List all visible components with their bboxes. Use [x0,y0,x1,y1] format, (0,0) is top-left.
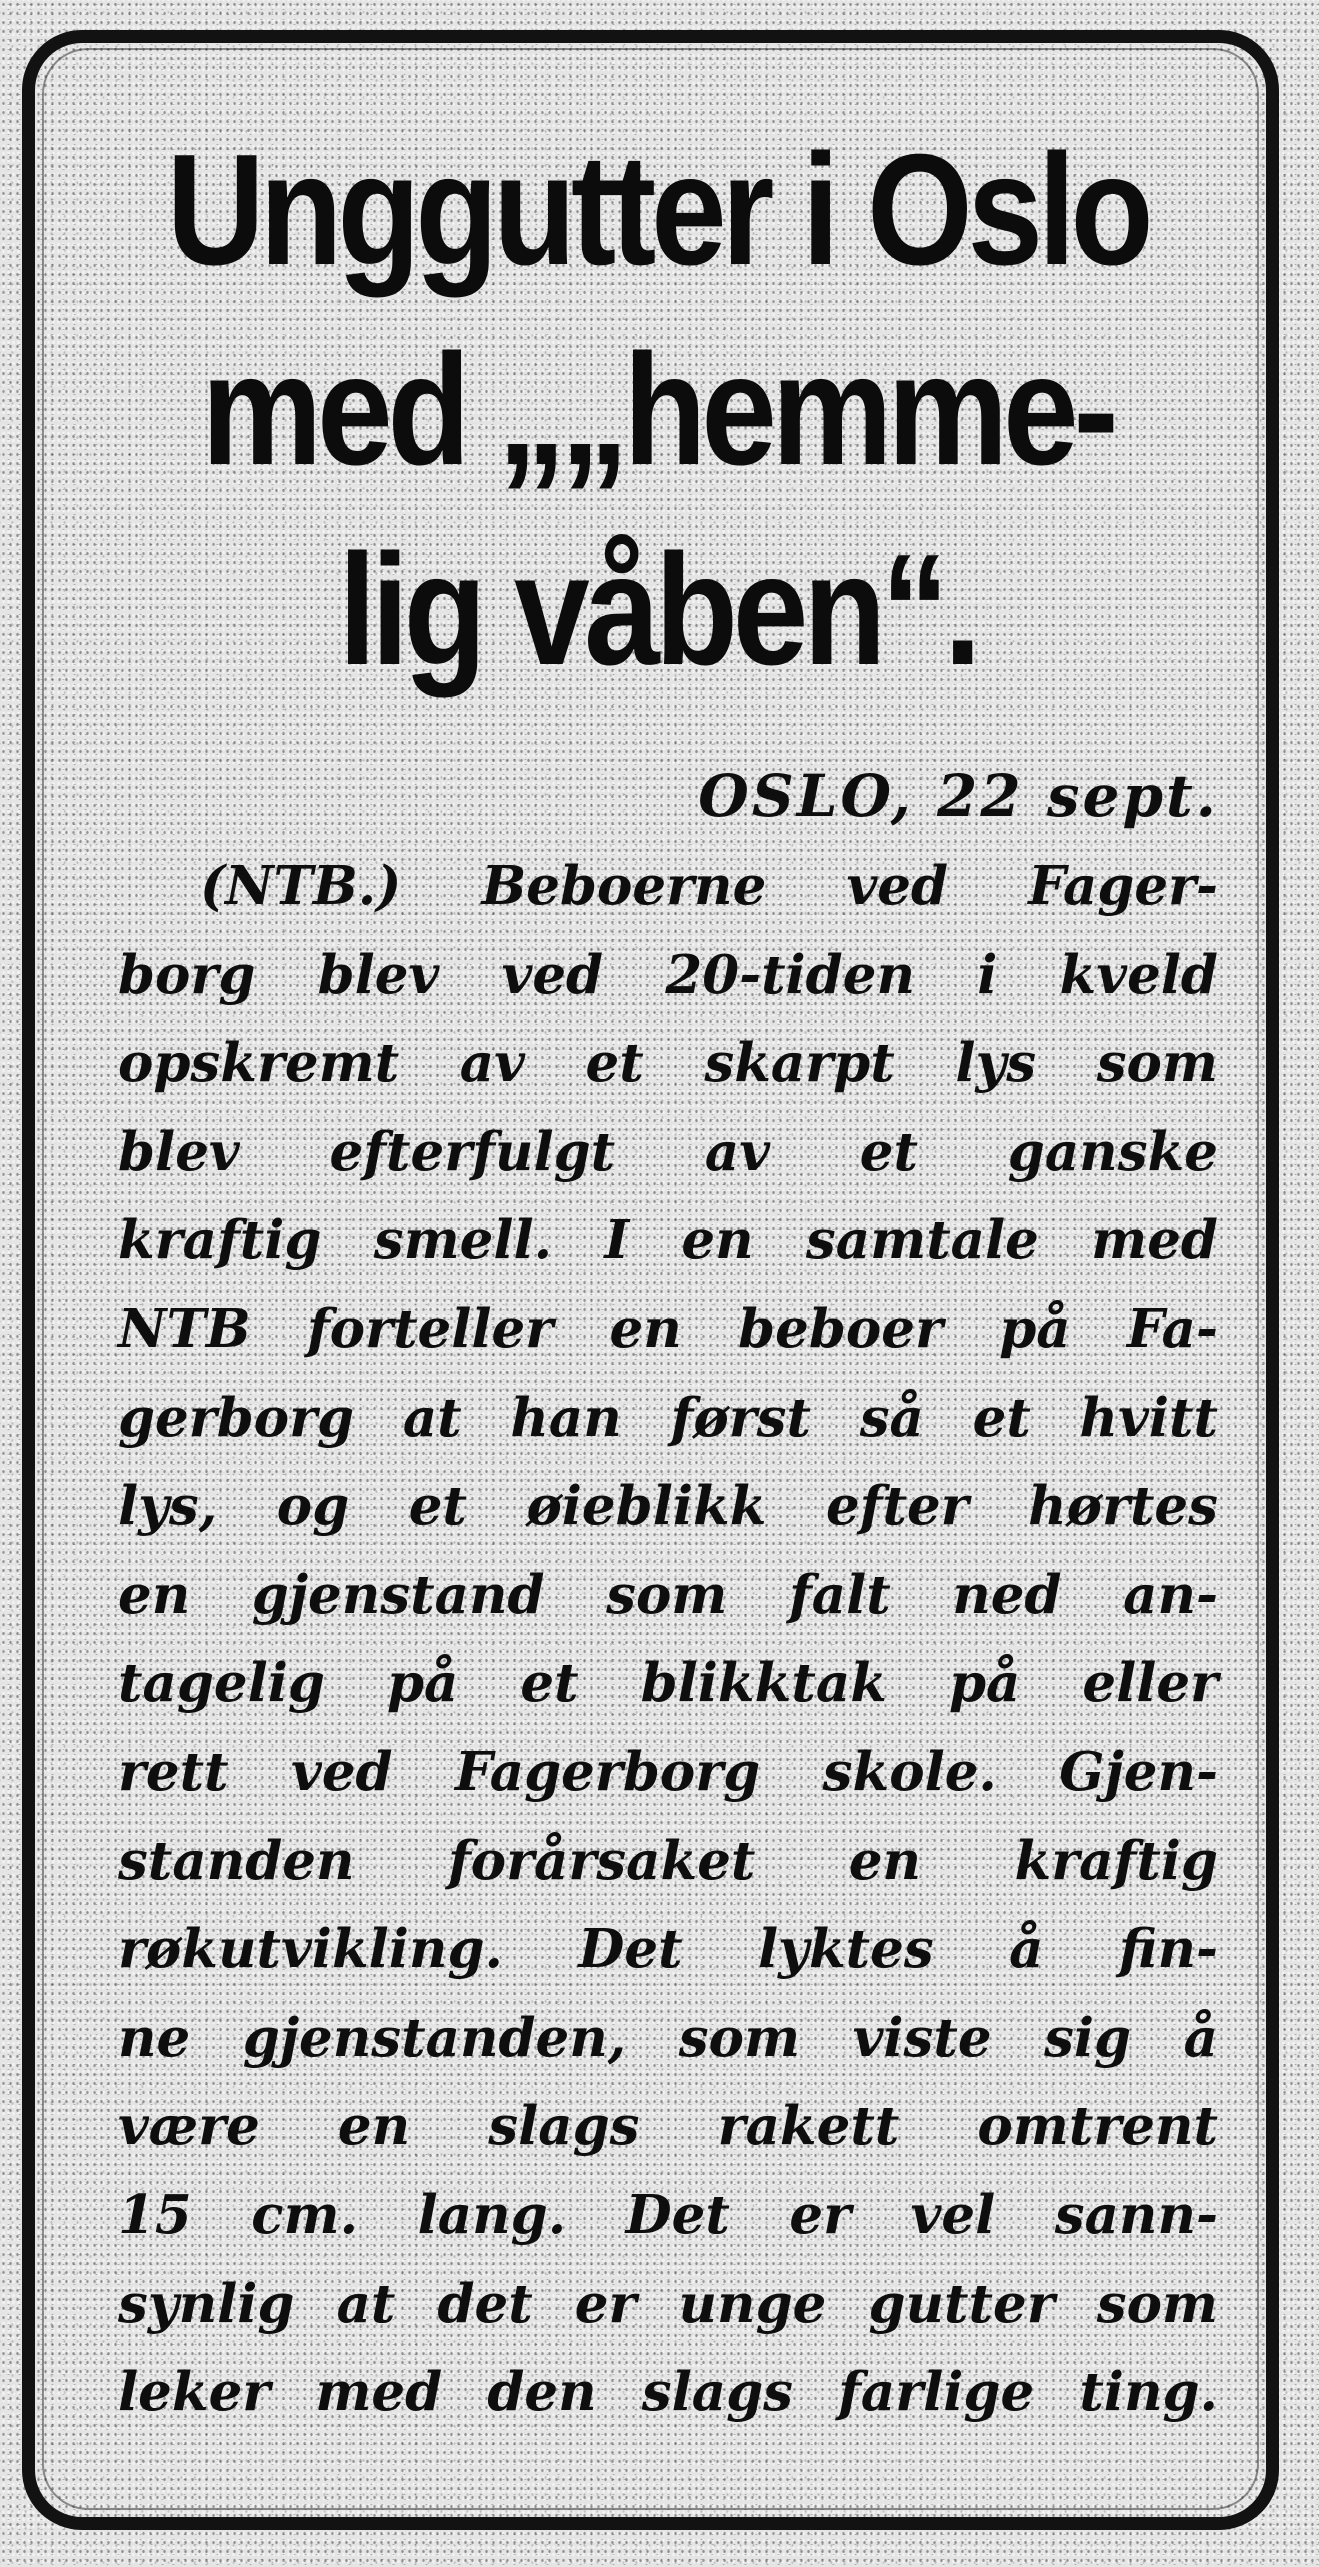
body-line: ne gjenstanden, som viste sig å [118,2006,1218,2069]
headline [157,110,1159,710]
article-body [118,842,1218,2437]
headline-line: lig våben“. [338,522,977,698]
body-line: borg blev ved 20-tiden i kveld [118,943,1218,1006]
body-line: 15 cm. lang. Det er vel sann- [118,2183,1218,2246]
headline-line: Unggutter i Oslo [166,122,1149,298]
body-line: blev efterfulgt av et ganske [118,1120,1218,1183]
body-line: gerborg at han først så et hvitt [118,1386,1218,1449]
body-line: være en slags rakett omtrent [118,2095,1218,2158]
body-line: røkutvikling. Det lyktes å fin- [118,1918,1218,1981]
headline-line: med „„hemme- [201,322,1114,498]
body-line: lys, og et øieblikk efter hørtes [118,1475,1218,1538]
body-line: rett ved Fagerborg skole. Gjen- [118,1740,1218,1803]
body-line: en gjenstand som falt ned an- [118,1563,1218,1626]
body-line: opskremt av et skarpt lys som [118,1032,1218,1095]
body-line: tagelig på et blikktak på eller [118,1652,1218,1715]
body-line: (NTB.) Beboerne ved Fager- [200,855,1218,917]
dateline: OSLO, 22 sept. [698,762,1219,830]
body-line: leker med den slags farlige ting. [118,2361,1218,2424]
body-line: standen forårsaket en kraftig [118,1829,1218,1892]
body-line: synlig at det er unge gutter som [118,2272,1218,2335]
body-line: kraftig smell. I en samtale med [118,1209,1218,1272]
body-line: NTB forteller en beboer på Fa- [118,1297,1218,1360]
